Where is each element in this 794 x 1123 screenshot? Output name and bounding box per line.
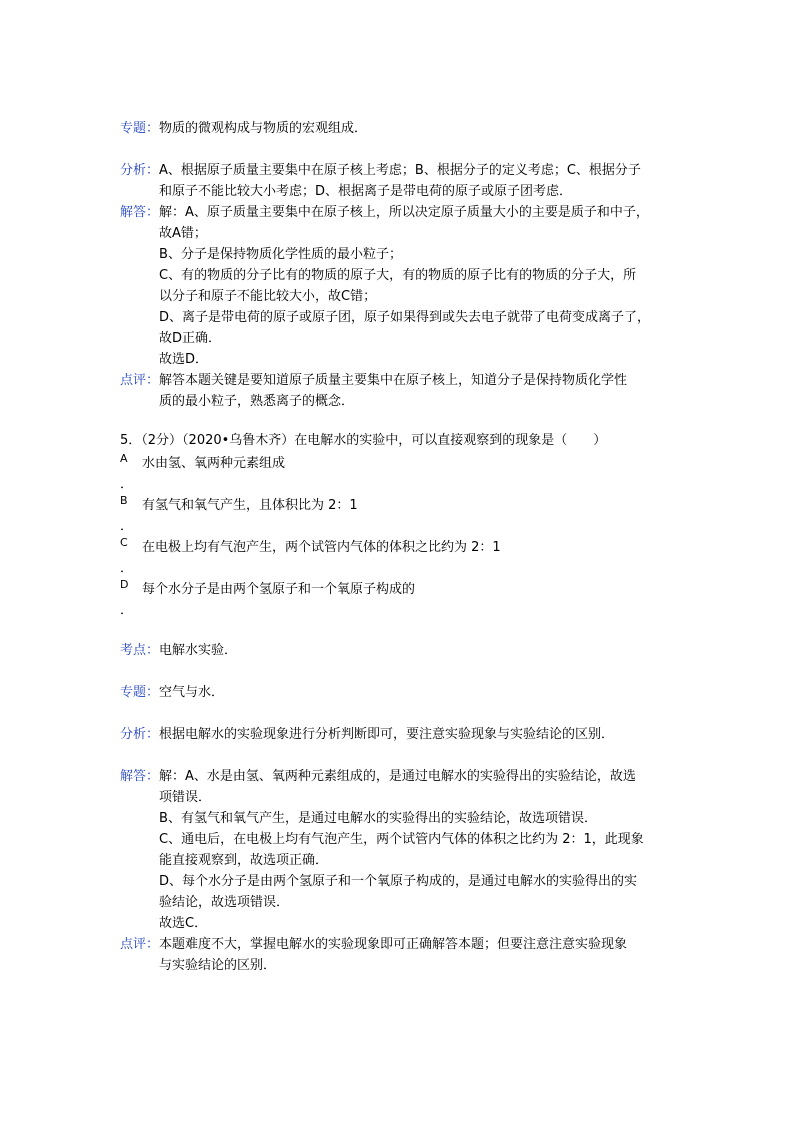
comment-line: 质的最小粒子，熟悉离子的概念． xyxy=(159,394,355,409)
answer-label: 解答 xyxy=(120,769,147,784)
analysis-text: 根据电解水的实验现象进行分析判断即可，要注意实验现象与实验结论的区别． xyxy=(159,727,615,742)
topic-label: 专题 xyxy=(120,685,147,700)
option-letter: B xyxy=(120,494,128,507)
analysis-line: A、根据原子质量主要集中在原子核上考虑；B、根据分子的定义考虑；C、根据分子 xyxy=(159,163,641,178)
answer-line: D、每个水分子是由两个氢原子和一个氧原子构成的，是通过电解水的实验得出的实 xyxy=(159,874,638,889)
comment-row-1: 点评 ： 解答本题关键是要知道原子质量主要集中在原子核上，知道分子是保持物质化学性 质的最小粒子，熟悉离子的概念． xyxy=(120,370,680,412)
answer-line: D、离子是带电荷的原子或原子团，原子如果得到或失去电子就带了电荷变成离子了， xyxy=(159,310,651,325)
option-letter: C xyxy=(120,536,128,549)
analysis-label: 分析 xyxy=(120,163,147,178)
answer-line: 验结论，故选项错误． xyxy=(159,895,290,910)
analysis-label: 分析 xyxy=(120,727,147,742)
comment-label: 点评 xyxy=(120,373,147,388)
point-text: 电解水实验． xyxy=(159,643,238,658)
answer-row-2: 解答 ： 解：A、水是由氢、氧两种元素组成的，是通过电解水的实验得出的实验结论，故选 项错误． B、有氢气和氧气产生，是通过电解水的实验得出的实验结论，故选项错误． C、通电后，在电极上均有气泡产生，两个试管内气体的体积之比约为 2：1，此现象 能直接观察到，故选项正确． D、每个水分子是由两个氢原子和一个氧原子构成的，是通过电解水的实验得出的实 验结论，故选项错误． 故选C． xyxy=(120,766,680,934)
topic-row-2: 专题 ： 空气与水． xyxy=(120,682,680,703)
point-label: 考点 xyxy=(120,643,147,658)
option-dot: ． xyxy=(120,561,134,576)
topic-text: 空气与水． xyxy=(159,685,225,700)
answer-line: 故D正确． xyxy=(159,331,222,346)
topic-label: 专题 xyxy=(120,121,147,136)
answer-label: 解答 xyxy=(120,205,147,220)
answer-line: 解：A、水是由氢、氧两种元素组成的，是通过电解水的实验得出的实验结论，故选 xyxy=(159,769,636,784)
option-dot: ． xyxy=(120,603,134,618)
answer-line: 能直接观察到，故选项正确． xyxy=(159,853,329,868)
answer-line: C、通电后，在电极上均有气泡产生，两个试管内气体的体积之比约为 2：1，此现象 xyxy=(159,832,644,847)
comment-line: 解答本题关键是要知道原子质量主要集中在原子核上，知道分子是保持物质化学性 xyxy=(159,373,628,388)
option-dot: ． xyxy=(120,519,134,534)
option-letter: A xyxy=(120,452,128,465)
option-text: 水由氢、氧两种元素组成 xyxy=(142,456,286,471)
question-title: 5．（2分）（2020•乌鲁木齐）在电解水的实验中，可以直接观察到的现象是（ ） xyxy=(120,433,607,448)
answer-row-1: 解答 ： 解：A、原子质量主要集中在原子核上，所以决定原子质量大小的主要是质子和中子， 故A错； B、分子是保持物质化学性质的最小粒子； C、有的物质的分子比有的物质的原子大，有的物质的原子比有的物质的分子大，所 以分子和原子不能比较大小，故C错； D、离子是带电荷的原子或原子团，原子如果得到或失去电子就带了电荷变成离子了， 故D正确． 故选D． xyxy=(120,202,680,370)
answer-line: B、有氢气和氧气产生，是通过电解水的实验得出的实验结论，故选项错误． xyxy=(159,811,597,826)
answer-line: 故选C． xyxy=(159,916,208,931)
analysis-row-2: 分析 ： 根据电解水的实验现象进行分析判断即可，要注意实验现象与实验结论的区别． xyxy=(120,724,680,745)
option-text: 在电极上均有气泡产生，两个试管内气体的体积之比约为 2：1 xyxy=(142,540,501,555)
comment-row-2: 点评 ： 本题难度不大，掌握电解水的实验现象即可正确解答本题；但要注意注意实验现象 与实验结论的区别． xyxy=(120,934,680,976)
answer-line: C、有的物质的分子比有的物质的原子大，有的物质的原子比有的物质的分子大，所 xyxy=(159,268,637,283)
option-text: 有氢气和氧气产生，且体积比为 2：1 xyxy=(142,498,358,513)
answer-line: B、分子是保持物质化学性质的最小粒子； xyxy=(159,247,402,262)
topic-row-1: 专题 ： 物质的微观构成与物质的宏观组成． xyxy=(120,118,680,139)
comment-label: 点评 xyxy=(120,937,147,952)
point-row-2: 考点 ： 电解水实验． xyxy=(120,640,680,661)
comment-line: 本题难度不大，掌握电解水的实验现象即可正确解答本题；但要注意注意实验现象 xyxy=(159,937,628,952)
answer-line: 故A错； xyxy=(159,226,207,241)
option-letter: D xyxy=(120,578,129,591)
comment-line: 与实验结论的区别． xyxy=(159,958,277,973)
answer-line: 故选D． xyxy=(159,352,209,367)
option-dot: ． xyxy=(120,477,134,492)
answer-line: 解：A、原子质量主要集中在原子核上，所以决定原子质量大小的主要是质子和中子， xyxy=(159,205,649,220)
analysis-line: 和原子不能比较大小考虑；D、根据离子是带电荷的原子或原子团考虑． xyxy=(159,184,573,199)
answer-line: 以分子和原子不能比较大小，故C错； xyxy=(159,289,377,304)
analysis-row-1: 分析 ： A、根据原子质量主要集中在原子核上考虑；B、根据分子的定义考虑；C、根据分子 和原子不能比较大小考虑；D、根据离子是带电荷的原子或原子团考虑． xyxy=(120,160,680,202)
topic-text: 物质的微观构成与物质的宏观组成． xyxy=(159,121,368,136)
answer-line: 项错误． xyxy=(159,790,212,805)
option-text: 每个水分子是由两个氢原子和一个氧原子构成的 xyxy=(142,582,416,597)
